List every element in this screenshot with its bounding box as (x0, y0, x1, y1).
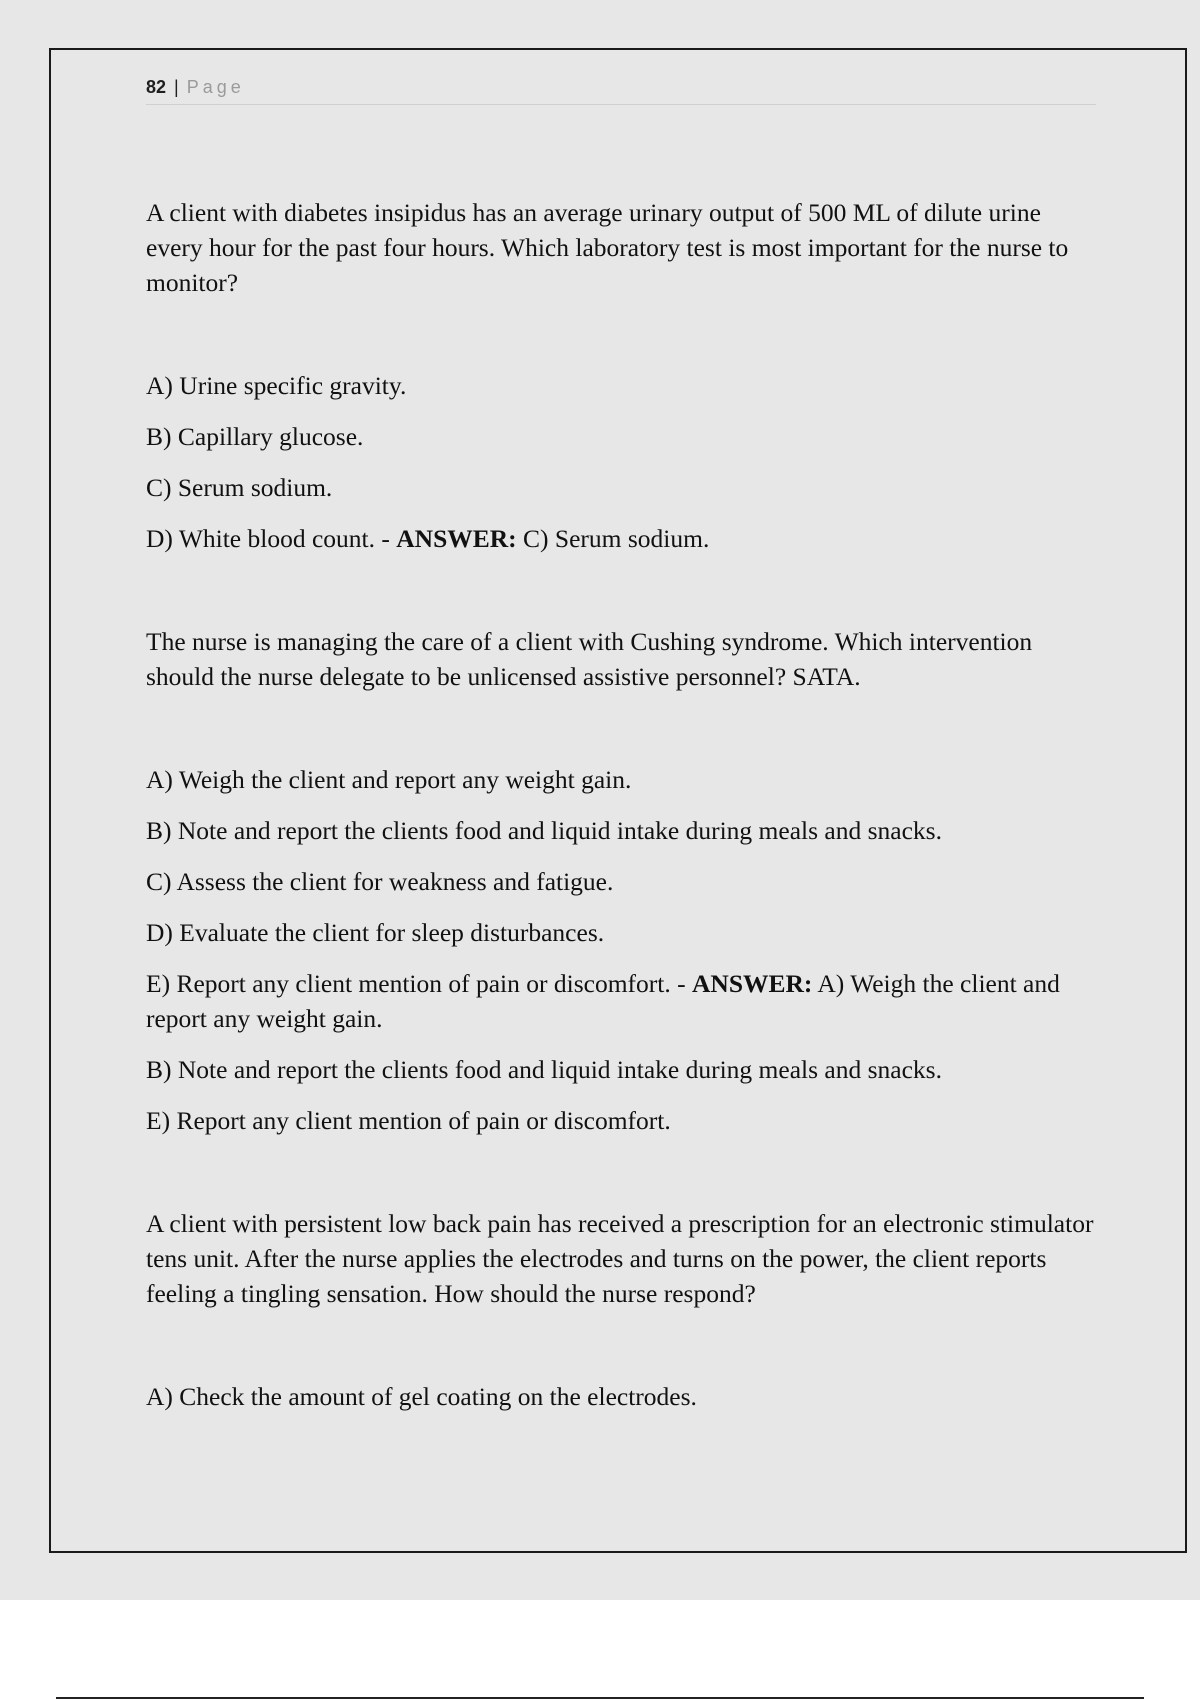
question-3: A client with persistent low back pain has received a prescription for an electronic stimulator tens unit. After the nurse applies the electrodes and turns on the power, the client reports feeling a tingling sensation. How should the nurse respond? (146, 1209, 1094, 1308)
page-separator: | (174, 77, 179, 97)
q1-option-d-with-answer (146, 521, 1096, 556)
q1-answer-text: C) Serum sodium. (516, 524, 710, 553)
page-label: Page (186, 77, 245, 97)
q2-answer-label: ANSWER: (691, 969, 813, 998)
q2-answer-text: A) Weigh the client and report any weight gain. (146, 969, 1060, 1033)
q2-answer-extra-e: E) Report any client mention of pain or discomfort. (146, 1106, 671, 1135)
question-2: The nurse is managing the care of a client with Cushing syndrome. Which intervention should the nurse delegate to be unlicensed assistive personnel? SATA. (146, 627, 1033, 691)
footer-rule (56, 1697, 1144, 1699)
q2-option-a: A) Weigh the client and report any weight gain. (146, 765, 632, 794)
q2-option-b: B) Note and report the clients food and liquid intake during meals and snacks. (146, 816, 942, 845)
q1-option-b: B) Capillary glucose. (146, 422, 364, 451)
question-1: A client with diabetes insipidus has an average urinary output of 500 ML of dilute urine every hour for the past four hours. Which laboratory test is most important for the nurse to monitor? (146, 198, 1069, 297)
q1-answer-label: ANSWER: (396, 524, 517, 553)
q1-option-c: C) Serum sodium. (146, 473, 333, 502)
page-header (146, 74, 1096, 105)
document-content (146, 195, 1096, 1430)
q2-option-e-with-answer (146, 966, 1096, 1036)
page-number: 82 (146, 77, 167, 97)
q1-option-d: D) White blood count. - (146, 524, 397, 553)
q3-option-a: A) Check the amount of gel coating on the electrodes. (146, 1382, 697, 1411)
q1-option-a: A) Urine specific gravity. (146, 371, 407, 400)
q2-option-e: E) Report any client mention of pain or discomfort. - (146, 969, 692, 998)
q2-answer-extra-b: B) Note and report the clients food and liquid intake during meals and snacks. (146, 1055, 942, 1084)
q2-option-c: C) Assess the client for weakness and fatigue. (146, 867, 614, 896)
q2-option-d: D) Evaluate the client for sleep disturbances. (146, 918, 605, 947)
